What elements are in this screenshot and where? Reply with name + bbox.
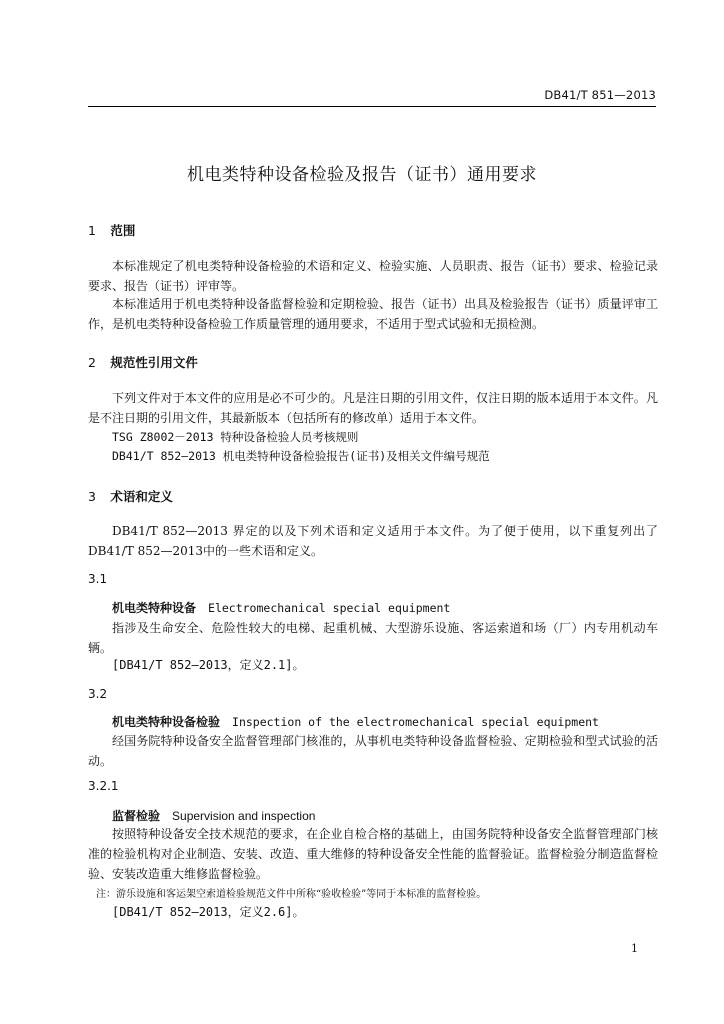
normative-reference-1: TSG Z8002－2013 特种设备检验人员考核规则 — [112, 430, 359, 444]
term-3-2-number: 3.2 — [88, 687, 108, 701]
header-rule — [88, 106, 656, 107]
term-3-2-1-source: [DB41/T 852—2013，定义2.6]。 — [112, 905, 305, 919]
term-3-2-definition: 经国务院特种设备安全监督管理部门核准的，从事机电类特种设备监督检验、定期检验和型式试验的活动。 — [88, 734, 658, 768]
term-3-1-source: [DB41/T 852—2013，定义2.1]。 — [112, 658, 305, 672]
term-3-2-1-note: 注：游乐设施和客运架空索道检验规范文件中所称“验收检验”等同于本标准的监督检验。 — [96, 889, 487, 900]
section-number: 2 — [88, 355, 96, 370]
section-title: 术语和定义 — [110, 489, 173, 504]
section-1-paragraph-2: 本标准适用于机电类特种设备监督检验和定期检验、报告（证书）出具及检验报告（证书）质量评审工作，是机电类特种设备检验工作质量管理的通用要求，不适用于型式试验和无损检测。 — [88, 297, 658, 331]
term-3-2-1 — [112, 807, 315, 824]
term-zh: 机电类特种设备检验 — [112, 715, 221, 729]
section-2-paragraph-1: 下列文件对于本文件的应用是必不可少的。凡是注日期的引用文件，仅注日期的版本适用于本文件。凡是不注日期的引用文件，其最新版本（包括所有的修改单）适用于本文件。 — [88, 391, 658, 425]
term-en: Supervision and inspection — [172, 809, 316, 823]
section-number: 1 — [88, 223, 96, 238]
term-en: Electromechanical special equipment — [208, 601, 451, 615]
term-zh: 监督检验 — [112, 809, 161, 823]
term-zh: 机电类特种设备 — [112, 601, 197, 615]
standard-code: DB41/T 851—2013 — [544, 88, 656, 102]
term-3-2-1-definition: 按照特种设备安全技术规范的要求，在企业自检合格的基础上，由国务院特种设备安全监督管理部门核准的检验机构对企业制造、安装、改造、重大维修的特种设备安全性能的监督验证。监督检验分制造监督检验、安装改造重大维修监督检验。 — [88, 827, 658, 881]
term-3-2-1-number: 3.2.1 — [88, 779, 119, 793]
term-3-1-definition: 指涉及生命安全、危险性较大的电梯、起重机械、大型游乐设施、客运索道和场（厂）内专用机动车辆。 — [88, 621, 658, 655]
term-3-1 — [112, 599, 450, 616]
page-number: 1 — [631, 942, 638, 955]
document-title: 机电类特种设备检验及报告（证书）通用要求 — [187, 165, 537, 185]
section-title: 范围 — [110, 223, 136, 238]
term-3-1-number: 3.1 — [88, 572, 108, 586]
term-en: Inspection of the electromechanical special equipment — [232, 715, 599, 729]
section-3-heading — [88, 487, 173, 505]
section-title: 规范性引用文件 — [110, 355, 198, 370]
section-1-heading — [88, 221, 135, 239]
section-3-paragraph-1: DB41/T 852—2013 界定的以及下列术语和定义适用于本文件。为了便于使用，以下重复列出了DB41/T 852—2013中的一些术语和定义。 — [88, 524, 658, 558]
normative-reference-2: DB41/T 852—2013 机电类特种设备检验报告(证书)及相关文件编号规范 — [112, 449, 490, 463]
section-2-heading — [88, 353, 198, 371]
term-3-2 — [112, 713, 599, 730]
section-1-paragraph-1: 本标准规定了机电类特种设备检验的术语和定义、检验实施、人员职责、报告（证书）要求、检验记录要求、报告（证书）评审等。 — [88, 259, 658, 293]
section-number: 3 — [88, 489, 96, 504]
